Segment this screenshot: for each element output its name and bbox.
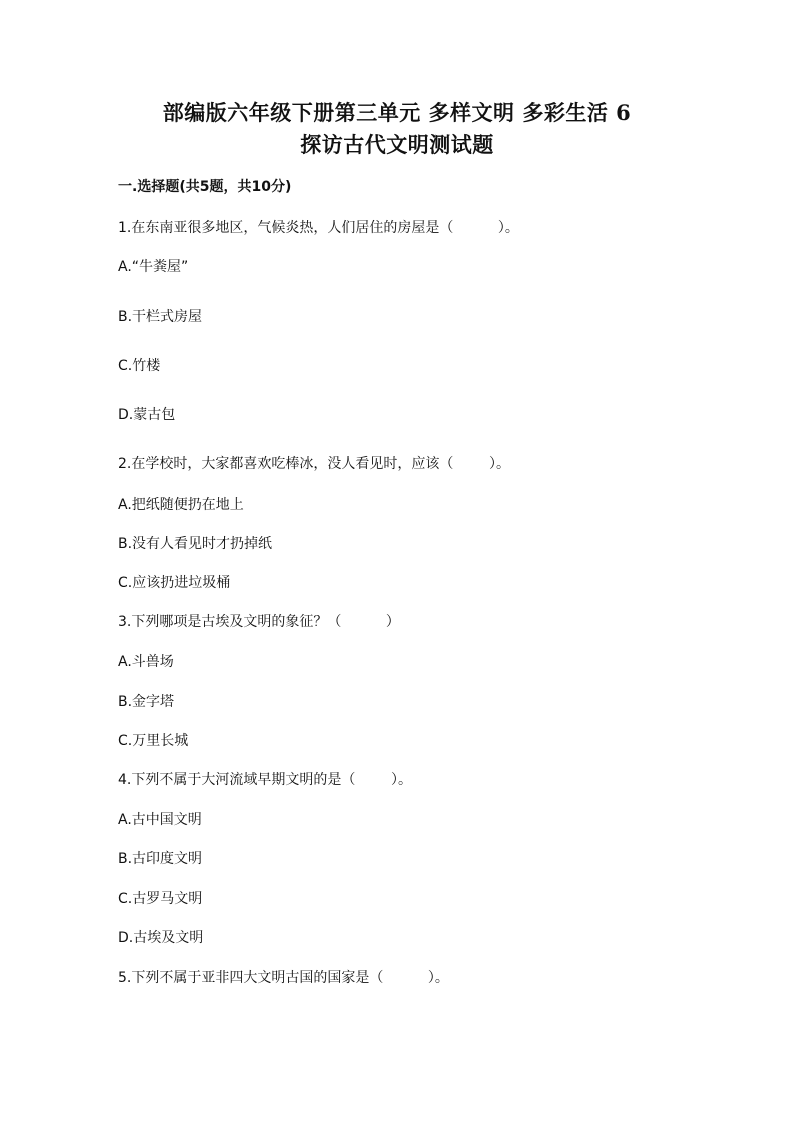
question-3-stem: 3.下列哪项是古埃及文明的象征？（ ） <box>118 614 400 630</box>
question-1-stem: 1.在东南亚很多地区，气候炎热，人们居住的房屋是（ ）。 <box>118 220 519 236</box>
question-4-stem: 4.下列不属于大河流域早期文明的是（ ）。 <box>118 772 412 788</box>
question-2-option-b: B.没有人看见时才扔掉纸 <box>118 536 273 552</box>
question-1-option-b: B.干栏式房屋 <box>118 309 203 325</box>
question-2-stem: 2.在学校时，大家都喜欢吃棒冰，没人看见时，应该（ ）。 <box>118 456 510 472</box>
question-4-option-d: D.古埃及文明 <box>118 930 204 946</box>
document-title-line-2: 探访古代文明测试题 <box>300 132 494 157</box>
question-1-option-c: C.竹楼 <box>118 358 161 374</box>
question-4-option-a: A.古中国文明 <box>118 812 202 828</box>
question-2-option-c: C.应该扔进垃圾桶 <box>118 575 231 591</box>
question-1-option-d: D.蒙古包 <box>118 407 176 423</box>
question-3-option-c: C.万里长城 <box>118 733 189 749</box>
question-3-option-a: A.斗兽场 <box>118 654 174 670</box>
question-5-stem: 5.下列不属于亚非四大文明古国的国家是（ ）。 <box>118 970 449 986</box>
question-1-option-a: A.“牛粪屋” <box>118 259 189 275</box>
document-title-line-1: 部编版六年级下册第三单元 多样文明 多彩生活 6 <box>162 100 632 125</box>
question-2-option-a: A.把纸随便扔在地上 <box>118 497 244 513</box>
question-4-option-b: B.古印度文明 <box>118 851 203 867</box>
section-heading: 一.选择题(共5题，共10分) <box>118 179 292 195</box>
question-3-option-b: B.金字塔 <box>118 694 175 710</box>
question-4-option-c: C.古罗马文明 <box>118 891 203 907</box>
